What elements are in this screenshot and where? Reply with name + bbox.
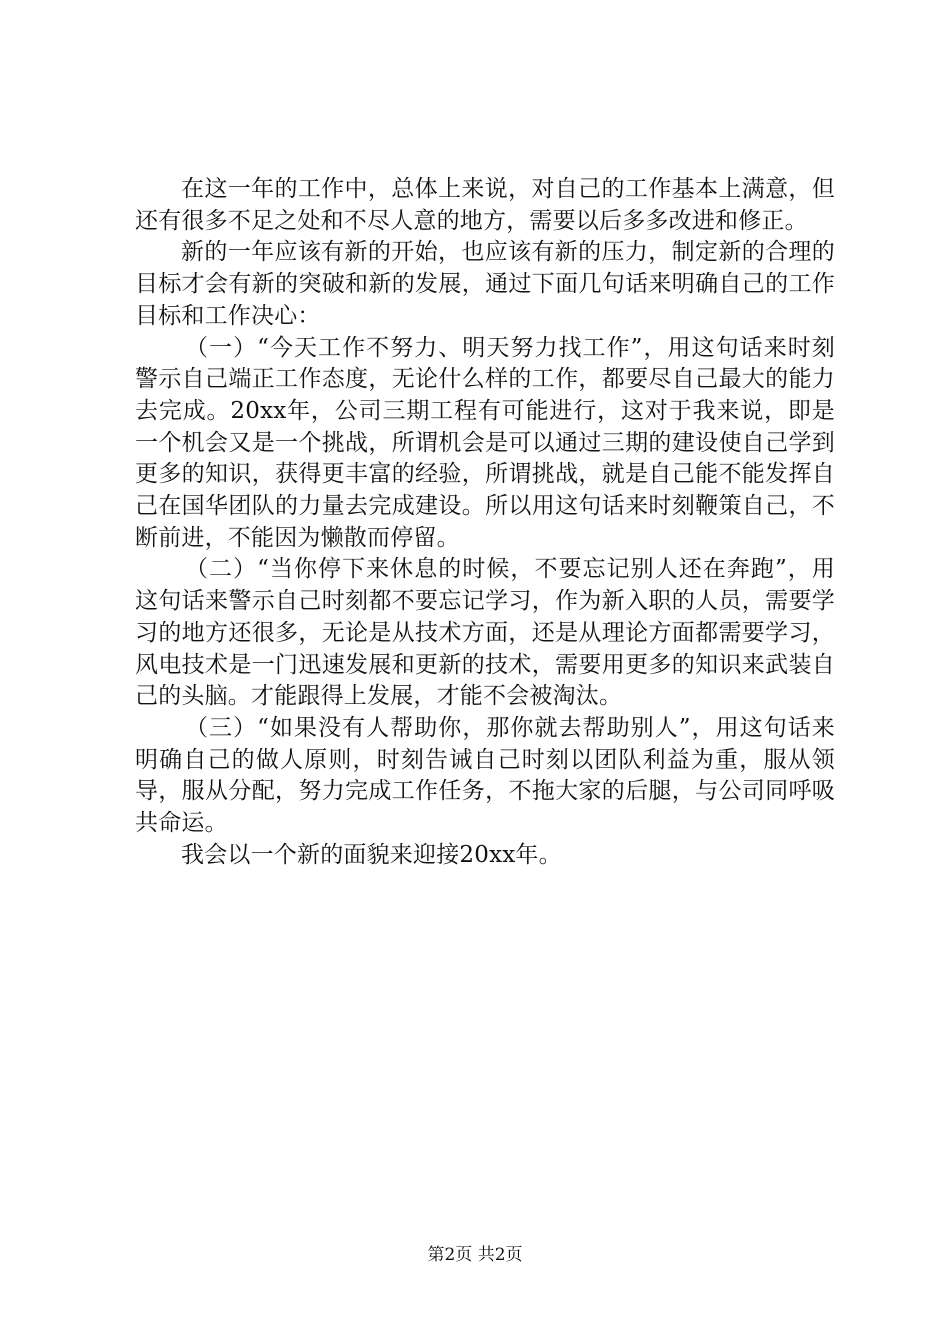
paragraph-point-one: （一）“今天工作不努力、明天努力找工作”，用这句话来时刻警示自己端正工作态度，无论什么样的工作，都要尽自己最大的能力去完成。20xx年，公司三期工程有可能进行，这对于我来说，即是一个机会又是一个挑战，所谓机会是可以通过三期的建设使自己学到更多的知识，获得更丰富的经验，所谓挑战，就是自己能不能发挥自己在国华团队的力量去完成建设。所以用这句话来时刻鞭策自己，不断前进，不能因为懒散而停留。 [135,334,835,551]
paragraph-point-three: （三）“如果没有人帮助你，那你就去帮助别人”，用这句话来明确自己的做人原则，时刻告诫自己时刻以团队利益为重，服从领导，服从分配，努力完成工作任务，不拖大家的后腿，与公司同呼吸共命运。 [135,714,835,837]
page-number-label: 第2页 共2页 [427,1245,523,1265]
paragraph-point-two: （二）“当你停下来休息的时候，不要忘记别人还在奔跑”，用这句话来警示自己时刻都不要忘记学习，作为新入职的人员，需要学习的地方还很多，无论是从技术方面，还是从理论方面都需要学习，风电技术是一门迅速发展和更新的技术，需要用更多的知识来武装自己的头脑。才能跟得上发展，才能不会被淘汰。 [135,556,835,710]
paragraph-closing: 我会以一个新的面貌来迎接20xx年。 [181,841,562,868]
page-footer [0,1244,950,1266]
document-body [135,174,835,871]
paragraph-new-year-goals: 新的一年应该有新的开始，也应该有新的压力，制定新的合理的目标才会有新的突破和新的发展，通过下面几句话来明确自己的工作目标和工作决心： [135,239,835,329]
paragraph-summary: 在这一年的工作中，总体上来说，对自己的工作基本上满意，但还有很多不足之处和不尽人意的地方，需要以后多多改进和修正。 [135,176,835,234]
